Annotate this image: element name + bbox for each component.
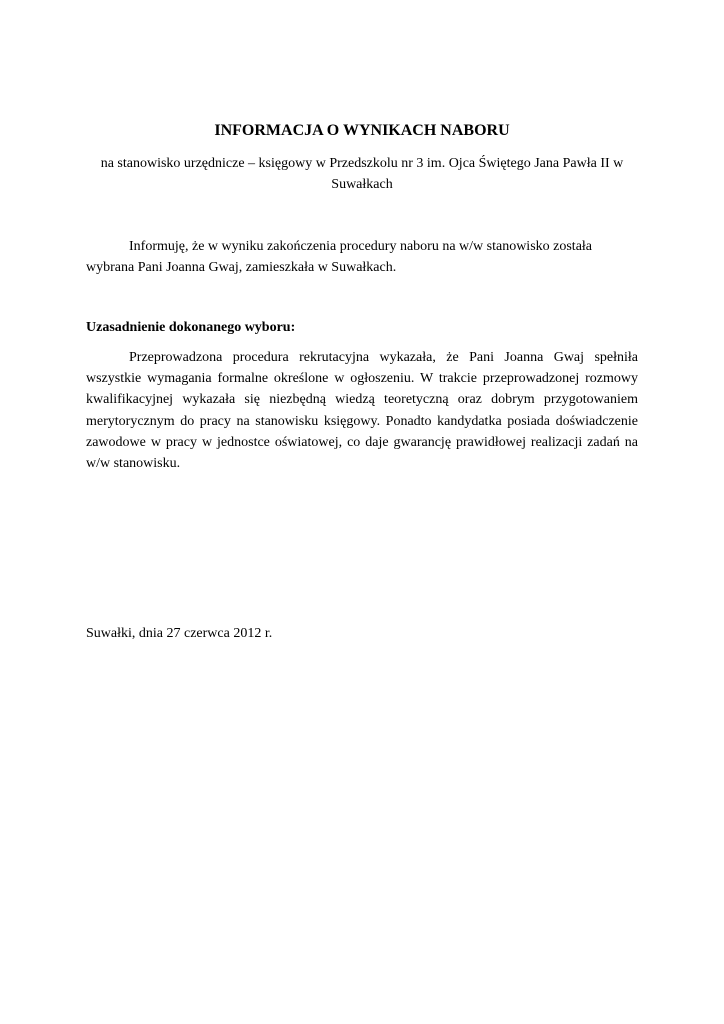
justification-heading: Uzasadnienie dokonanego wyboru: (86, 320, 296, 335)
document-title: INFORMACJA O WYNIKACH NABORU (214, 122, 510, 139)
announcement-paragraph: Informuję, że w wyniku zakończenia procedury naboru na w/w stanowisko została wybrana Pani Joanna Gwaj, zamieszkała w Suwałkach. (86, 239, 593, 275)
place-and-date: Suwałki, dnia 27 czerwca 2012 r. (86, 626, 273, 641)
justification-paragraph: Przeprowadzona procedura rekrutacyjna wykazała, że Pani Joanna Gwaj spełniła wszystkie wymagania formalne określone w ogłoszeniu. W trakcie przeprowadzonej rozmowy kwalifikacyjnej wykazała się niezbędną wiedzą teoretyczną oraz dobrym przygotowaniem merytorycznym do pracy na stanowisku księgowy. Ponadto kandydatka posiada doświadczenie zawodowe w pracy w jednostce oświatowej, co daje gwarancję prawidłowej realizacji zadań na w/w stanowisku. (86, 350, 638, 472)
document-subtitle: na stanowisko urzędnicze – księgowy w Przedszkolu nr 3 im. Ojca Świętego Jana Pawła II w Suwałkach (100, 156, 624, 192)
